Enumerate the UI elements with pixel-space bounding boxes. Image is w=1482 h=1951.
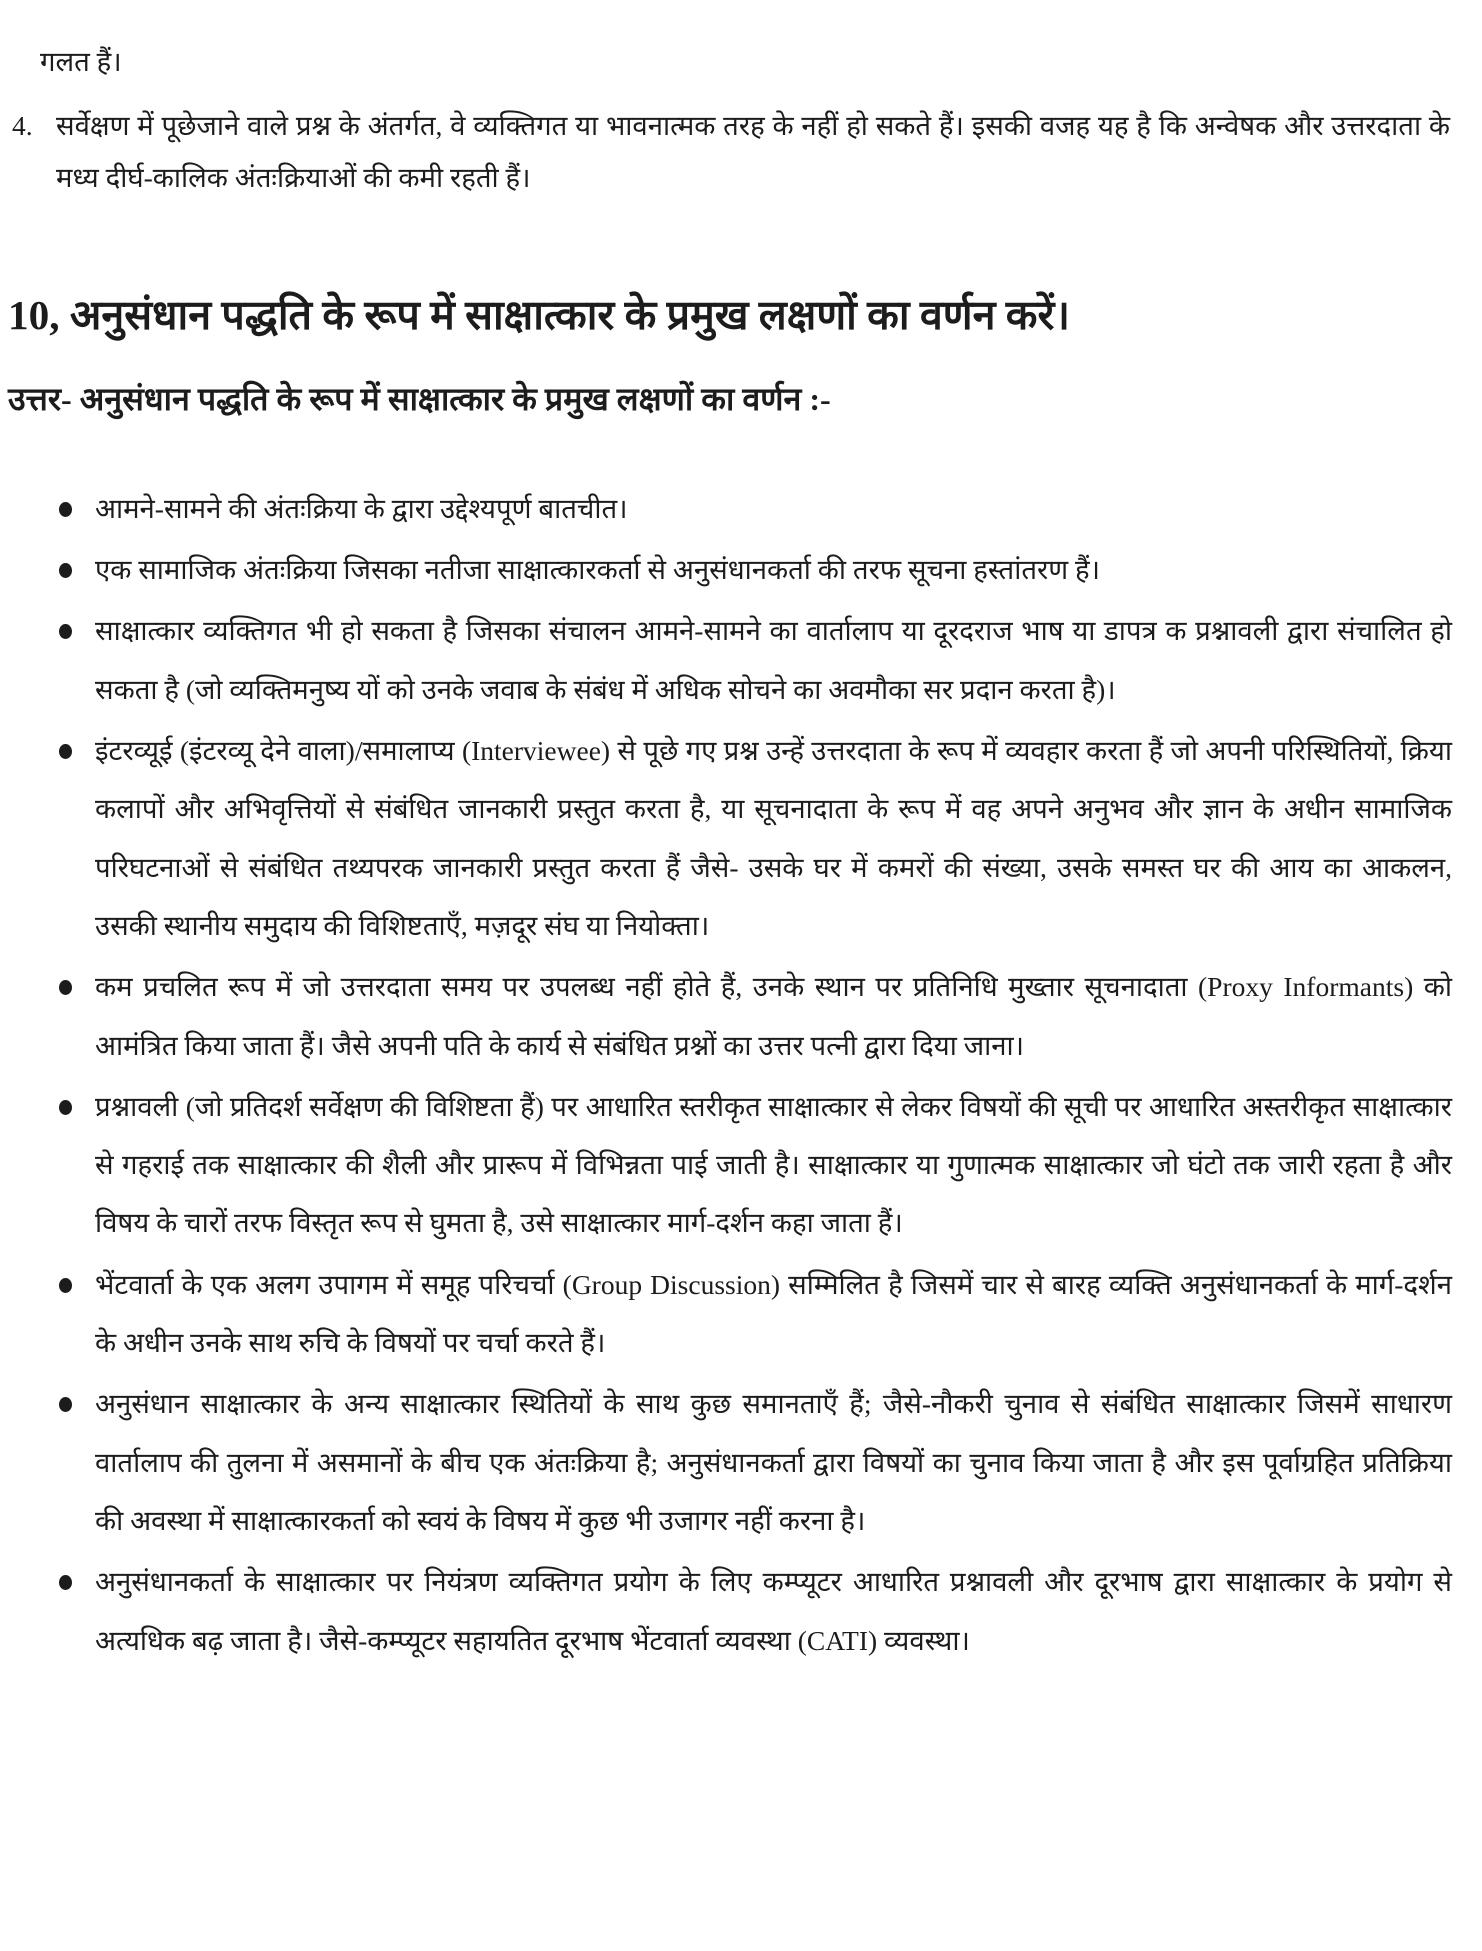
list-item-text: साक्षात्कार व्यक्तिगत भी हो सकता है जिसका संचालन आमने-सामने का वार्तालाप या दूरदराज भाष या डापत्र क प्रश्नावली द्वारा संचालित हो सकता है (जो व्यक्तिमनुष्य यों को उनके जवाब के संबंध में अधिक सोचने का अवमौका सर प्रदान करता है)।: [95, 615, 1452, 705]
list-item-text: अनुसंधानकर्ता के साक्षात्कार पर नियंत्रण व्यक्तिगत प्रयोग के लिए कम्प्यूटर आधारित प्रश्नावली और दूरभाष द्वारा साक्षात्कार के प्रयोग से अत्यधिक बढ़ जाता है। जैसे-कम्प्यूटर सहायतित दूरभाष भेंटवार्ता व्यवस्था (CATI) व्यवस्था।: [95, 1566, 1452, 1656]
list-item: [95, 602, 1454, 719]
bullet-icon: [59, 1100, 72, 1115]
bullet-icon: [59, 744, 72, 759]
list-item-text: प्रश्नावली (जो प्रतिदर्श सर्वेक्षण की विशिष्टता हैं) पर आधारित स्तरीकृत साक्षात्कार से लेकर विषयों की सूची पर आधारित अस्तरीकृत साक्षात्कार से गहराई तक साक्षात्कार की शैली और प्रारूप में विभिन्नता पाई जाती है। साक्षात्कार या गुणात्मक साक्षात्कार जो घंटो तक जारी रहता है और विषय के चारों तरफ विस्तृत रूप से घुमता है, उसे साक्षात्कार मार्ग-दर्शन कहा जाता हैं।: [95, 1090, 1452, 1239]
bullet-icon: [59, 1278, 72, 1293]
paragraph-fragment: गलत हैं।: [40, 46, 122, 77]
list-item-text: भेंटवार्ता के एक अलग उपागम में समूह परिचर्चा (Group Discussion) सम्मिलित है जिसमें चार से बारह व्यक्ति अनुसंधानकर्ता के मार्ग-दर्शन के अधीन उनके साथ रुचि के विषयों पर चर्चा करते हैं।: [95, 1268, 1452, 1359]
bullet-icon: [59, 1397, 72, 1412]
features-bullet-list: [40, 480, 1454, 1670]
bullet-icon: [59, 624, 72, 639]
numbered-item-text: सर्वेक्षण में पूछेजाने वाले प्रश्न के अंतर्गत, वे व्यक्तिगत या भावनात्मक तरह के नहीं हो सकते हैं। इसकी वजह यह है कि अन्वेषक और उत्तरदाता के मध्य दीर्घ-कालिक अंतःक्रियाओं की कमी रहती हैं।: [56, 109, 1450, 194]
question-heading: 10, अनुसंधान पद्धति के रूप में साक्षात्कार के प्रमुख लक्षणों का वर्णन करें।: [8, 292, 1070, 339]
list-item: [95, 958, 1454, 1075]
list-item: [95, 1078, 1454, 1253]
list-item: [95, 1375, 1454, 1550]
answer-heading: उत्तर- अनुसंधान पद्धति के रूप में साक्षात्कार के प्रमुख लक्षणों का वर्णन :-: [8, 380, 831, 417]
numbered-item-4: [10, 100, 1454, 205]
bullet-icon: [59, 980, 72, 995]
list-item-text: कम प्रचलित रूप में जो उत्तरदाता समय पर उपलब्ध नहीं होते हैं, उनके स्थान पर प्रतिनिधि मुख्तार सूचनादाता (Proxy Informants) को आमंत्रित किया जाता हैं। जैसे अपनी पति के कार्य से संबंधित प्रश्नों का उत्तर पत्नी द्वारा दिया जाना।: [95, 971, 1452, 1061]
list-item: [95, 1256, 1454, 1373]
list-item: [95, 1553, 1454, 1670]
list-item-text: एक सामाजिक अंतःक्रिया जिसका नतीजा साक्षात्कारकर्ता से अनुसंधानकर्ता की तरफ सूचना हस्तांतरण हैं।: [95, 554, 1101, 586]
list-number: 4.: [12, 109, 33, 141]
list-item-text: आमने-सामने की अंतःक्रिया के द्वारा उद्देश्यपूर्ण बातचीत।: [95, 492, 628, 524]
list-item: [95, 722, 1454, 955]
list-item: [95, 541, 1454, 599]
bullet-icon: [59, 563, 72, 578]
bullet-icon: [59, 502, 72, 517]
list-item-text: अनुसंधान साक्षात्कार के अन्य साक्षात्कार स्थितियों के साथ कुछ समानताएँ हैं; जैसे-नौकरी चुनाव से संबंधित साक्षात्कार जिसमें साधारण वार्तालाप की तुलना में असमानों के बीच एक अंतःक्रिया है; अनुसंधानकर्ता द्वारा विषयों का चुनाव किया जाता है और इस पूर्वाग्रहित प्रतिक्रिया की अवस्था में साक्षात्कारकर्ता को स्वयं के विषय में कुछ भी उजागर नहीं करना है।: [95, 1388, 1452, 1536]
bullet-icon: [59, 1575, 72, 1590]
list-item: [95, 480, 1454, 538]
list-item-text: इंटरव्यूई (इंटरव्यू देने वाला)/समालाप्य (Interviewee) से पूछे गए प्रश्न उन्हें उत्तरदाता के रूप में व्यवहार करता हैं जो अपनी परिस्थितियों, क्रिया कलापों और अभिवृत्तियों से संबंधित जानकारी प्रस्तुत करता है, या सूचनादाता के रूप में वह अपने अनुभव और ज्ञान के अधीन सामाजिक परिघटनाओं से संबंधित तथ्यपरक जानकारी प्रस्तुत करता हैं जैसे- उसके घर में कमरों की संख्या, उसके समस्त घर की आय का आकलन, उसकी स्थानीय समुदाय की विशिष्टताएँ, मज़दूर संघ या नियोक्ता।: [95, 735, 1452, 941]
